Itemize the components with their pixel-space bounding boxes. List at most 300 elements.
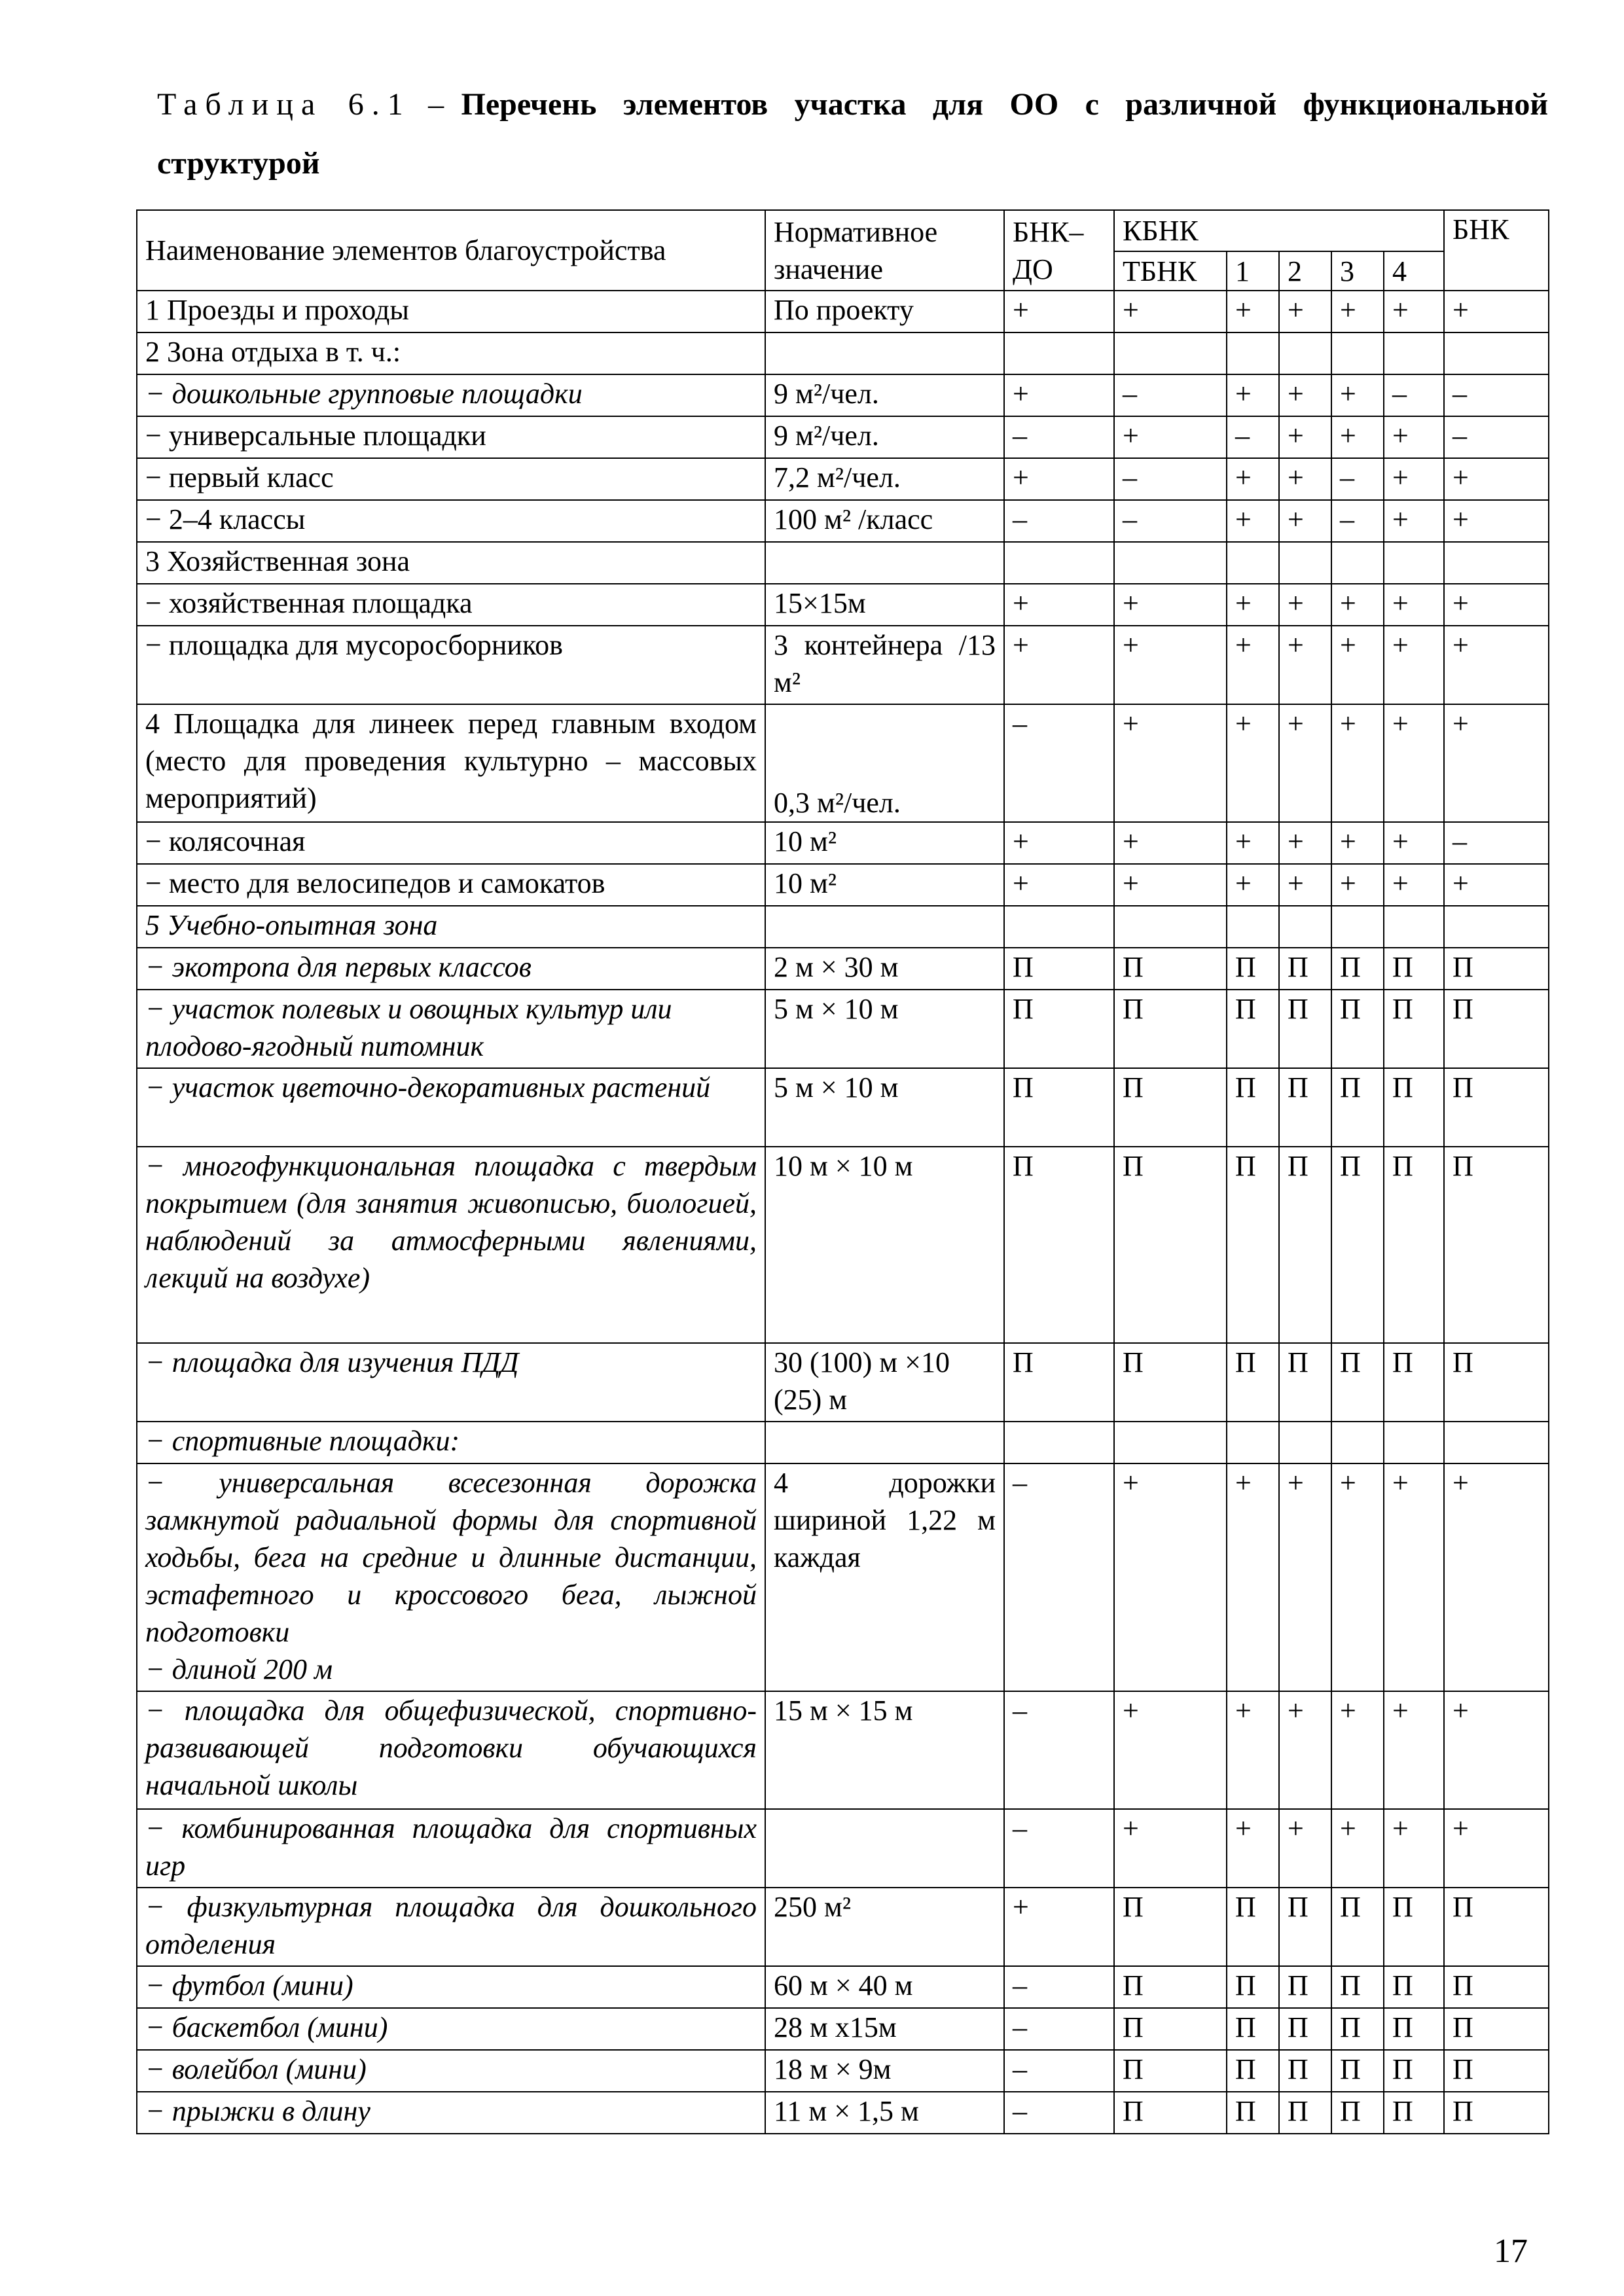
element-name: [137, 291, 765, 332]
element-name-text: 5 Учебно-опытная зона: [145, 909, 438, 941]
mark-cell: +: [1279, 626, 1331, 704]
mark-cell: +: [1227, 864, 1279, 906]
mark-cell: +: [1384, 626, 1444, 704]
mark-cell: +: [1331, 416, 1384, 458]
mark-cell: П: [1114, 1068, 1227, 1147]
mark-cell: +: [1444, 458, 1549, 500]
mark-cell: –: [1004, 2008, 1114, 2050]
norm-value: 10 м × 10 м: [765, 1147, 1004, 1343]
mark-cell: –: [1114, 458, 1227, 500]
mark-cell: +: [1114, 1463, 1227, 1691]
mark-cell: П: [1444, 1068, 1549, 1147]
mark-cell: П: [1114, 948, 1227, 990]
mark-cell: +: [1227, 1463, 1279, 1691]
table-row: [137, 1691, 1549, 1809]
norm-value: [765, 906, 1004, 948]
mark-cell: +: [1331, 864, 1384, 906]
mark-cell: П: [1279, 2050, 1331, 2092]
mark-cell: –: [1227, 416, 1279, 458]
mark-cell: П: [1331, 1966, 1384, 2008]
mark-cell: П: [1227, 2050, 1279, 2092]
mark-cell: –: [1114, 374, 1227, 416]
mark-cell: [1279, 1422, 1331, 1463]
mark-cell: +: [1004, 458, 1114, 500]
mark-cell: [1444, 1422, 1549, 1463]
element-name-text: 1 Проезды и проходы: [145, 294, 409, 326]
element-name: [137, 1422, 765, 1463]
element-name: [137, 2092, 765, 2134]
table-row: [137, 1888, 1549, 1966]
element-name: [137, 948, 765, 990]
mark-cell: –: [1331, 458, 1384, 500]
norm-value: [765, 542, 1004, 584]
norm-value: 15×15м: [765, 584, 1004, 626]
norm-value: 60 м × 40 м: [765, 1966, 1004, 2008]
element-name: [137, 2050, 765, 2092]
mark-cell: П: [1331, 2050, 1384, 2092]
mark-cell: П: [1227, 2092, 1279, 2134]
header-bnkdo: БНК– ДО: [1004, 210, 1114, 291]
mark-cell: П: [1331, 1147, 1384, 1343]
mark-cell: +: [1114, 1691, 1227, 1809]
page-number: 17: [1494, 2233, 1528, 2270]
mark-cell: [1279, 906, 1331, 948]
mark-cell: [1444, 906, 1549, 948]
header-bnk: БНК: [1444, 210, 1549, 291]
element-name-text: − прыжки в длину: [145, 2095, 370, 2127]
mark-cell: +: [1384, 416, 1444, 458]
element-name-text: − баскетбол (мини): [145, 2011, 388, 2043]
mark-cell: [1114, 1422, 1227, 1463]
mark-cell: +: [1227, 458, 1279, 500]
mark-cell: –: [1331, 500, 1384, 542]
mark-cell: +: [1331, 1809, 1384, 1888]
element-name: [137, 1809, 765, 1888]
mark-cell: –: [1114, 500, 1227, 542]
mark-cell: П: [1114, 2008, 1227, 2050]
mark-cell: +: [1004, 822, 1114, 864]
norm-value: 250 м²: [765, 1888, 1004, 1966]
table-row: [137, 1809, 1549, 1888]
mark-cell: +: [1279, 584, 1331, 626]
mark-cell: [1004, 332, 1114, 374]
element-name: [137, 704, 765, 822]
table-row: [137, 374, 1549, 416]
mark-cell: –: [1004, 1809, 1114, 1888]
element-name: [137, 416, 765, 458]
element-name-text: − дошкольные групповые площадки: [145, 378, 583, 410]
table-row: [137, 1343, 1549, 1422]
mark-cell: +: [1331, 704, 1384, 822]
element-name-text: − многофункциональная площадка с твердым покрытием (для занятия живописью, биологией, наблюдений за атмосферными явлениями, лекций на воздухе): [145, 1150, 757, 1294]
table-row: [137, 2008, 1549, 2050]
mark-cell: +: [1004, 864, 1114, 906]
mark-cell: +: [1384, 584, 1444, 626]
mark-cell: +: [1114, 584, 1227, 626]
mark-cell: +: [1444, 1463, 1549, 1691]
header-norm: Нормативное значение: [765, 210, 1004, 291]
mark-cell: –: [1004, 416, 1114, 458]
mark-cell: +: [1227, 704, 1279, 822]
mark-cell: –: [1004, 500, 1114, 542]
element-name: [137, 1147, 765, 1343]
element-name-text: − хозяйственная площадка: [145, 587, 473, 619]
mark-cell: –: [1004, 2092, 1114, 2134]
mark-cell: [1331, 1422, 1384, 1463]
table-caption: [157, 75, 1548, 193]
mark-cell: +: [1227, 374, 1279, 416]
mark-cell: П: [1331, 990, 1384, 1068]
element-name-text: 3 Хозяйственная зона: [145, 545, 410, 577]
mark-cell: П: [1384, 2092, 1444, 2134]
mark-cell: П: [1279, 1147, 1331, 1343]
mark-cell: П: [1004, 1147, 1114, 1343]
mark-cell: П: [1227, 1888, 1279, 1966]
element-name: [137, 626, 765, 704]
norm-value: По проекту: [765, 291, 1004, 332]
norm-value: [765, 1809, 1004, 1888]
mark-cell: П: [1279, 2008, 1331, 2050]
mark-cell: П: [1444, 2050, 1549, 2092]
mark-cell: П: [1444, 1343, 1549, 1422]
table-row: [137, 542, 1549, 584]
table-row: [137, 948, 1549, 990]
element-name-text: 2 Зона отдыха в т. ч.:: [145, 336, 401, 368]
mark-cell: П: [1004, 1068, 1114, 1147]
mark-cell: П: [1227, 948, 1279, 990]
mark-cell: +: [1279, 500, 1331, 542]
mark-cell: +: [1114, 1809, 1227, 1888]
mark-cell: П: [1004, 1343, 1114, 1422]
element-name-text: − экотропа для первых классов: [145, 951, 532, 983]
mark-cell: +: [1279, 416, 1331, 458]
element-name: [137, 906, 765, 948]
element-name: [137, 458, 765, 500]
mark-cell: +: [1279, 291, 1331, 332]
mark-cell: П: [1227, 990, 1279, 1068]
caption-title: Перечень элементов участка для ОО с различной функциональной структурой: [157, 87, 1548, 181]
header-row: [137, 210, 1549, 251]
mark-cell: [1331, 332, 1384, 374]
norm-value: [765, 332, 1004, 374]
table-row: [137, 416, 1549, 458]
table-body: [137, 291, 1549, 2134]
mark-cell: +: [1444, 1809, 1549, 1888]
mark-cell: П: [1004, 948, 1114, 990]
mark-cell: П: [1331, 1343, 1384, 1422]
table-row: [137, 332, 1549, 374]
norm-value: 15 м × 15 м: [765, 1691, 1004, 1809]
mark-cell: П: [1331, 1068, 1384, 1147]
element-name-text: − участок цветочно-декоративных растений: [145, 1071, 711, 1103]
mark-cell: +: [1384, 704, 1444, 822]
mark-cell: –: [1004, 704, 1114, 822]
mark-cell: +: [1444, 704, 1549, 822]
caption-lead: Таблица 6.1: [157, 87, 411, 122]
mark-cell: +: [1227, 584, 1279, 626]
element-name: [137, 822, 765, 864]
element-name: [137, 1691, 765, 1809]
mark-cell: П: [1331, 948, 1384, 990]
mark-cell: П: [1384, 1068, 1444, 1147]
mark-cell: +: [1331, 1691, 1384, 1809]
mark-cell: [1114, 906, 1227, 948]
mark-cell: П: [1114, 1343, 1227, 1422]
table-row: [137, 2050, 1549, 2092]
mark-cell: П: [1384, 1147, 1444, 1343]
table-row: [137, 864, 1549, 906]
mark-cell: П: [1384, 948, 1444, 990]
mark-cell: +: [1331, 1463, 1384, 1691]
norm-value: 2 м × 30 м: [765, 948, 1004, 990]
elements-table: [136, 209, 1549, 2134]
element-name: [137, 1463, 765, 1691]
mark-cell: [1114, 542, 1227, 584]
norm-value: 28 м х15м: [765, 2008, 1004, 2050]
norm-value: 11 м × 1,5 м: [765, 2092, 1004, 2134]
element-name-sub: − длиной 200 м: [145, 1653, 333, 1685]
mark-cell: +: [1279, 822, 1331, 864]
header-kbnk: КБНК: [1114, 210, 1444, 251]
mark-cell: П: [1114, 2050, 1227, 2092]
mark-cell: +: [1114, 704, 1227, 822]
mark-cell: +: [1004, 584, 1114, 626]
element-name-text: − волейбол (мини): [145, 2053, 367, 2085]
mark-cell: +: [1114, 822, 1227, 864]
mark-cell: [1004, 906, 1114, 948]
mark-cell: +: [1279, 374, 1331, 416]
mark-cell: П: [1279, 1343, 1331, 1422]
mark-cell: [1114, 332, 1227, 374]
mark-cell: –: [1004, 1691, 1114, 1809]
mark-cell: П: [1227, 2008, 1279, 2050]
table-row: [137, 584, 1549, 626]
mark-cell: П: [1384, 990, 1444, 1068]
mark-cell: [1331, 542, 1384, 584]
mark-cell: П: [1279, 2092, 1331, 2134]
mark-cell: П: [1279, 948, 1331, 990]
mark-cell: П: [1114, 1888, 1227, 1966]
mark-cell: +: [1444, 584, 1549, 626]
mark-cell: +: [1227, 291, 1279, 332]
mark-cell: П: [1444, 948, 1549, 990]
mark-cell: +: [1331, 584, 1384, 626]
table-row: [137, 458, 1549, 500]
norm-value: 100 м² /класс: [765, 500, 1004, 542]
mark-cell: +: [1279, 864, 1331, 906]
mark-cell: +: [1444, 291, 1549, 332]
table-row: [137, 626, 1549, 704]
mark-cell: П: [1279, 1068, 1331, 1147]
mark-cell: [1384, 1422, 1444, 1463]
mark-cell: П: [1227, 1966, 1279, 2008]
mark-cell: +: [1384, 500, 1444, 542]
element-name-text: 4 Площадка для линеек перед главным входом (место для проведения культурно – массовых мероприятий): [145, 708, 757, 814]
element-name-text: − комбинированная площадка для спортивных игр: [145, 1812, 757, 1882]
mark-cell: +: [1004, 1888, 1114, 1966]
norm-value: 5 м × 10 м: [765, 990, 1004, 1068]
header-col-3: 3: [1331, 251, 1384, 291]
mark-cell: П: [1384, 1888, 1444, 1966]
mark-cell: +: [1279, 1809, 1331, 1888]
norm-value: 18 м × 9м: [765, 2050, 1004, 2092]
mark-cell: +: [1384, 291, 1444, 332]
norm-value: 10 м²: [765, 822, 1004, 864]
mark-cell: [1227, 1422, 1279, 1463]
mark-cell: +: [1384, 864, 1444, 906]
header-col-1: 1: [1227, 251, 1279, 291]
element-name-text: − площадка для изучения ПДД: [145, 1346, 519, 1378]
mark-cell: +: [1384, 458, 1444, 500]
element-name-text: − физкультурная площадка для дошкольного отделения: [145, 1891, 757, 1960]
norm-value: 5 м × 10 м: [765, 1068, 1004, 1147]
mark-cell: +: [1444, 626, 1549, 704]
element-name: [137, 374, 765, 416]
mark-cell: П: [1444, 1147, 1549, 1343]
mark-cell: +: [1384, 822, 1444, 864]
element-name-text: − 2–4 классы: [145, 503, 306, 535]
norm-value: [765, 1422, 1004, 1463]
mark-cell: +: [1114, 416, 1227, 458]
element-name: [137, 500, 765, 542]
element-name: [137, 1888, 765, 1966]
mark-cell: [1384, 542, 1444, 584]
mark-cell: +: [1331, 291, 1384, 332]
mark-cell: П: [1331, 1888, 1384, 1966]
element-name: [137, 332, 765, 374]
norm-value: 30 (100) м ×10 (25) м: [765, 1343, 1004, 1422]
mark-cell: +: [1331, 626, 1384, 704]
header-col-4: 4: [1384, 251, 1444, 291]
table-row: [137, 1147, 1549, 1343]
mark-cell: –: [1004, 2050, 1114, 2092]
table-row: [137, 906, 1549, 948]
mark-cell: +: [1227, 626, 1279, 704]
mark-cell: П: [1444, 1888, 1549, 1966]
mark-cell: [1004, 1422, 1114, 1463]
mark-cell: П: [1227, 1147, 1279, 1343]
mark-cell: +: [1279, 458, 1331, 500]
mark-cell: +: [1227, 822, 1279, 864]
table-row: [137, 704, 1549, 822]
header-name: Наименование элементов благоустройства: [137, 210, 765, 291]
mark-cell: П: [1279, 990, 1331, 1068]
mark-cell: П: [1444, 2008, 1549, 2050]
mark-cell: П: [1384, 1966, 1444, 2008]
element-name-text: − универсальная всесезонная дорожка замкнутой радиальной формы для спортивной ходьбы, бега на средние и длинные дистанции, эстафетного и кроссового бега, лыжной подготовки: [145, 1467, 757, 1648]
mark-cell: +: [1444, 864, 1549, 906]
mark-cell: [1444, 542, 1549, 584]
mark-cell: –: [1444, 374, 1549, 416]
mark-cell: [1331, 906, 1384, 948]
mark-cell: +: [1384, 1691, 1444, 1809]
mark-cell: +: [1331, 822, 1384, 864]
norm-value: 4 дорожки шириной 1,22 м каждая: [765, 1463, 1004, 1691]
mark-cell: –: [1444, 416, 1549, 458]
table-row: [137, 1966, 1549, 2008]
element-name: [137, 1343, 765, 1422]
header-col-2: 2: [1279, 251, 1331, 291]
mark-cell: +: [1444, 500, 1549, 542]
mark-cell: –: [1004, 1966, 1114, 2008]
mark-cell: +: [1114, 864, 1227, 906]
element-name: [137, 990, 765, 1068]
mark-cell: П: [1114, 2092, 1227, 2134]
table-row: [137, 291, 1549, 332]
norm-value: 9 м²/чел.: [765, 416, 1004, 458]
element-name: [137, 1966, 765, 2008]
table-row: [137, 1422, 1549, 1463]
table-row: [137, 822, 1549, 864]
mark-cell: П: [1279, 1966, 1331, 2008]
mark-cell: +: [1384, 1809, 1444, 1888]
mark-cell: +: [1279, 1463, 1331, 1691]
norm-value: 3 контейнера /13 м²: [765, 626, 1004, 704]
mark-cell: [1444, 332, 1549, 374]
mark-cell: +: [1331, 374, 1384, 416]
element-name-text: − первый класс: [145, 461, 334, 493]
table-row: [137, 1068, 1549, 1147]
mark-cell: П: [1004, 990, 1114, 1068]
mark-cell: –: [1384, 374, 1444, 416]
header-tbnk: ТБНК: [1114, 251, 1227, 291]
table-row: [137, 2092, 1549, 2134]
mark-cell: +: [1384, 1463, 1444, 1691]
mark-cell: [1279, 332, 1331, 374]
mark-cell: +: [1227, 500, 1279, 542]
mark-cell: +: [1444, 1691, 1549, 1809]
element-name: [137, 542, 765, 584]
mark-cell: [1279, 542, 1331, 584]
table-row: [137, 990, 1549, 1068]
element-name: [137, 584, 765, 626]
mark-cell: [1227, 906, 1279, 948]
mark-cell: [1004, 542, 1114, 584]
element-name-text: − универсальные площадки: [145, 420, 486, 452]
mark-cell: +: [1227, 1691, 1279, 1809]
mark-cell: П: [1444, 1966, 1549, 2008]
table-row: [137, 1463, 1549, 1691]
element-name-text: − футбол (мини): [145, 1969, 353, 2001]
mark-cell: П: [1114, 1966, 1227, 2008]
mark-cell: +: [1114, 626, 1227, 704]
mark-cell: +: [1279, 1691, 1331, 1809]
mark-cell: П: [1384, 2008, 1444, 2050]
mark-cell: +: [1004, 291, 1114, 332]
mark-cell: +: [1004, 374, 1114, 416]
mark-cell: [1384, 906, 1444, 948]
element-name-text: − площадка для мусоросборников: [145, 629, 563, 661]
mark-cell: +: [1279, 704, 1331, 822]
norm-value: 10 м²: [765, 864, 1004, 906]
element-name-text: − площадка для общефизической, спортивно-развивающей подготовки обучающихся начальной школы: [145, 1695, 757, 1801]
element-name-text: − участок полевых и овощных культур или плодово-ягодный питомник: [145, 993, 672, 1062]
mark-cell: [1227, 542, 1279, 584]
norm-value: 9 м²/чел.: [765, 374, 1004, 416]
mark-cell: +: [1114, 291, 1227, 332]
element-name-text: − место для велосипедов и самокатов: [145, 867, 605, 899]
mark-cell: П: [1384, 2050, 1444, 2092]
norm-value: 0,3 м²/чел.: [765, 704, 1004, 822]
mark-cell: П: [1114, 1147, 1227, 1343]
element-name-text: − колясочная: [145, 825, 306, 857]
mark-cell: П: [1444, 990, 1549, 1068]
norm-value: 7,2 м²/чел.: [765, 458, 1004, 500]
mark-cell: –: [1444, 822, 1549, 864]
element-name-text: − спортивные площадки:: [145, 1425, 460, 1457]
mark-cell: П: [1114, 990, 1227, 1068]
mark-cell: П: [1384, 1343, 1444, 1422]
